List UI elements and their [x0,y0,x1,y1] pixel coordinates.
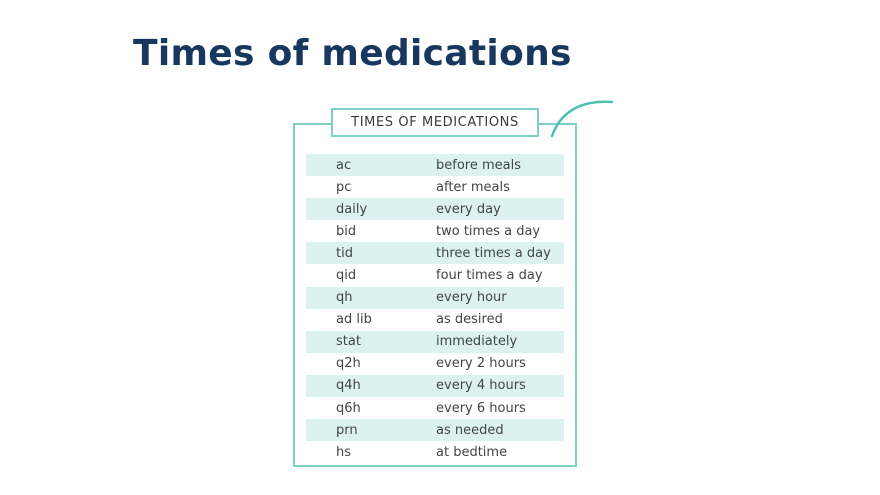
table-row [306,353,564,375]
table-row [306,242,564,264]
table-row [306,264,564,286]
table-row [306,154,564,176]
abbreviation: stat [336,334,361,350]
meaning: every 2 hours [436,356,526,372]
meaning: every hour [436,290,507,306]
meaning: every 6 hours [436,400,526,416]
table-row [306,198,564,220]
table-row [306,309,564,331]
table-row [306,441,564,463]
abbreviation: q6h [336,400,361,416]
table-row [306,397,564,419]
table-row [306,331,564,353]
medication-times-table [306,154,564,463]
table-row [306,375,564,397]
table-row [306,419,564,441]
abbreviation: bid [336,223,357,239]
meaning: as desired [436,312,503,328]
table-row [306,287,564,309]
meaning: after meals [436,179,510,195]
table-row [306,220,564,242]
meaning: four times a day [436,268,543,284]
abbreviation: prn [336,422,358,438]
abbreviation: qh [336,290,353,306]
abbreviation: daily [336,201,368,217]
meaning: every day [436,201,501,217]
meaning: immediately [436,334,518,350]
abbreviation: hs [336,444,352,460]
decorative-swoosh [548,96,614,138]
abbreviation: ad lib [336,312,372,328]
table-row [306,176,564,198]
slide-title: Times of medications [133,33,572,74]
abbreviation: q4h [336,378,361,394]
abbreviation: qid [336,268,357,284]
meaning: at bedtime [436,444,508,460]
abbreviation: q2h [336,356,361,372]
meaning: as needed [436,422,504,438]
meaning: three times a day [436,245,551,261]
meaning: every 4 hours [436,378,526,394]
abbreviation: tid [336,245,353,261]
abbreviation: pc [336,179,352,195]
card-header: TIMES OF MEDICATIONS [331,108,539,137]
meaning: two times a day [436,223,541,239]
meaning: before meals [436,157,521,173]
abbreviation: ac [336,157,352,173]
